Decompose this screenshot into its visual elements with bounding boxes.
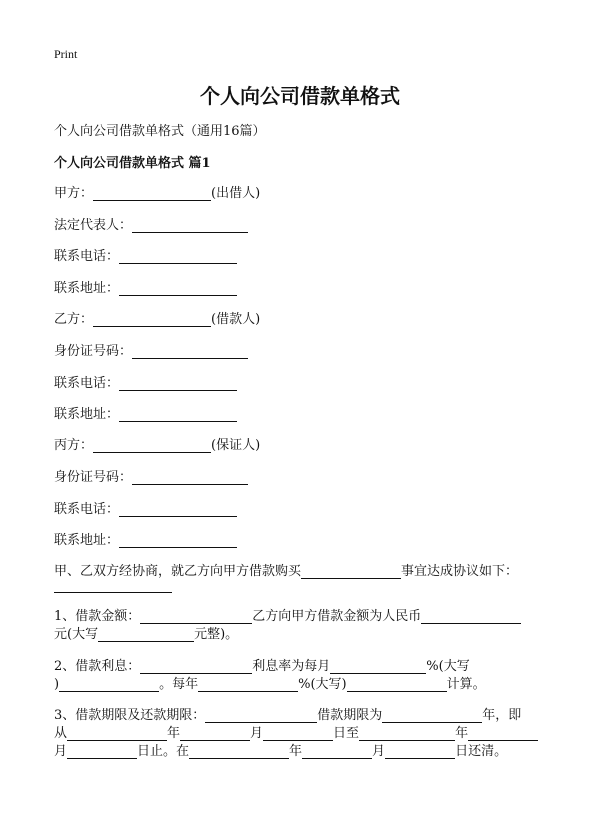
clause-1-label: 1、借款金额： [54, 609, 141, 624]
clause-3-year-1: 年 [167, 726, 181, 741]
party-b-id-line [54, 340, 248, 359]
party-b-address-label: 联系地址： [54, 407, 120, 422]
clause-3-year-that-is: 年，即 [482, 708, 522, 723]
party-a-blank [93, 186, 211, 201]
clause-3-day-to: 日至 [333, 726, 360, 741]
party-c-address-label: 联系地址： [54, 533, 120, 548]
clause-3-label: 3、借款期限及还款期限： [54, 708, 206, 723]
party-c-label: 丙方： [54, 438, 94, 453]
clause-3-month-3: 月 [372, 744, 386, 759]
clause-1-capital-blank [98, 627, 194, 642]
party-c-address-blank [119, 533, 237, 548]
party-a-suffix: (出借人) [211, 186, 261, 201]
party-b-id-blank [132, 344, 248, 359]
clause-3-line-1 [54, 704, 521, 723]
clause-2-yearly-label: 。每年 [159, 677, 199, 692]
party-a-address-label: 联系地址： [54, 281, 120, 296]
party-b-phone-label: 联系电话： [54, 376, 120, 391]
clause-1-line-2 [54, 623, 238, 642]
clause-3-end-day-blank [67, 744, 137, 759]
clause-3-repay-day-blank [385, 744, 455, 759]
party-c-id-label: 身份证号码： [54, 470, 133, 485]
clause-2-yearly-capital-blank [347, 677, 447, 692]
party-c-suffix: (保证人) [211, 438, 261, 453]
document-title: 个人向公司借款单格式 [200, 84, 400, 108]
clause-2-label: 2、借款利息： [54, 659, 141, 674]
agreement-line [54, 560, 518, 579]
clause-1-amount-blank [140, 609, 252, 624]
clause-2-end: 计算。 [446, 677, 486, 692]
clause-1-capital-label: 元(大写 [54, 627, 99, 642]
party-a-label: 甲方： [54, 186, 94, 201]
clause-3-from: 从 [54, 726, 68, 741]
clause-1-text: 乙方向甲方借款金额为人民币 [252, 609, 422, 624]
clause-3-start-year-blank [67, 726, 167, 741]
party-b-phone-blank [119, 376, 237, 391]
agreement-line-2 [54, 578, 172, 593]
clause-2-yearly-capital: %(大写) [298, 677, 347, 692]
agreement-text-2: 事宜达成协议如下： [401, 564, 519, 579]
party-a-address-blank [119, 281, 237, 296]
print-link[interactable]: Print [54, 47, 78, 61]
party-b-phone-line [54, 372, 237, 391]
clause-3-period-label: 借款期限为 [317, 708, 383, 723]
party-b-address-blank [119, 407, 237, 422]
clause-3-end-year-blank [359, 726, 455, 741]
clause-2-line-1 [54, 655, 470, 674]
party-a-phone-line [54, 245, 237, 264]
clause-3-year-2: 年 [455, 726, 469, 741]
party-c-line [54, 434, 260, 453]
party-b-address-line [54, 403, 237, 422]
clause-1-line-1 [54, 605, 521, 624]
party-c-blank [93, 438, 211, 453]
clause-2-interest-blank [140, 659, 252, 674]
clause-2-close-paren: ) [54, 677, 60, 692]
party-c-phone-blank [119, 502, 237, 517]
clause-2-yearly-blank [198, 677, 298, 692]
party-b-label: 乙方： [54, 312, 94, 327]
clause-3-repay-end: 日还清。 [455, 744, 508, 759]
document-subtitle: 个人向公司借款单格式（通用16篇） [54, 124, 266, 139]
clause-3-year-3: 年 [289, 744, 303, 759]
party-b-id-label: 身份证号码： [54, 344, 133, 359]
party-b-line [54, 308, 260, 327]
clause-1-rmb-blank [421, 609, 521, 624]
clause-3-line-3 [54, 740, 507, 759]
party-a-phone-blank [119, 249, 237, 264]
party-a-phone-label: 联系电话： [54, 249, 120, 264]
clause-2-line-2 [54, 673, 486, 692]
party-b-blank [93, 312, 211, 327]
clause-3-day-end: 日止。在 [137, 744, 190, 759]
clause-3-repay-year-blank [189, 744, 289, 759]
clause-3-month-2: 月 [54, 744, 68, 759]
clause-3-month-1: 月 [250, 726, 264, 741]
legal-rep-label: 法定代表人： [54, 218, 133, 233]
agreement-trailing-blank [54, 578, 172, 593]
legal-rep-line [54, 214, 248, 233]
party-a-address-line [54, 277, 237, 296]
party-c-id-line [54, 466, 248, 485]
agreement-purchase-blank [301, 564, 401, 579]
section-heading: 个人向公司借款单格式 篇1 [54, 156, 211, 171]
clause-2-capital-label: %(大写 [426, 659, 470, 674]
clause-2-monthly-label: 利息率为每月 [252, 659, 331, 674]
party-c-address-line [54, 529, 237, 548]
clause-3-start-month-blank [180, 726, 250, 741]
party-b-suffix: (借款人) [211, 312, 261, 327]
legal-rep-blank [132, 218, 248, 233]
clause-3-end-month-blank [468, 726, 538, 741]
party-c-phone-label: 联系电话： [54, 502, 120, 517]
clause-3-repay-month-blank [302, 744, 372, 759]
clause-2-capital-blank [59, 677, 159, 692]
clause-3-period-blank [382, 708, 482, 723]
party-c-id-blank [132, 470, 248, 485]
clause-3-term-blank [205, 708, 317, 723]
clause-2-monthly-blank [330, 659, 426, 674]
clause-3-line-2 [54, 722, 538, 741]
clause-1-end: 元整)。 [194, 627, 239, 642]
party-c-phone-line [54, 498, 237, 517]
agreement-text-1: 甲、乙双方经协商，就乙方向甲方借款购买 [54, 564, 302, 579]
clause-3-start-day-blank [263, 726, 333, 741]
party-a-line [54, 182, 260, 201]
